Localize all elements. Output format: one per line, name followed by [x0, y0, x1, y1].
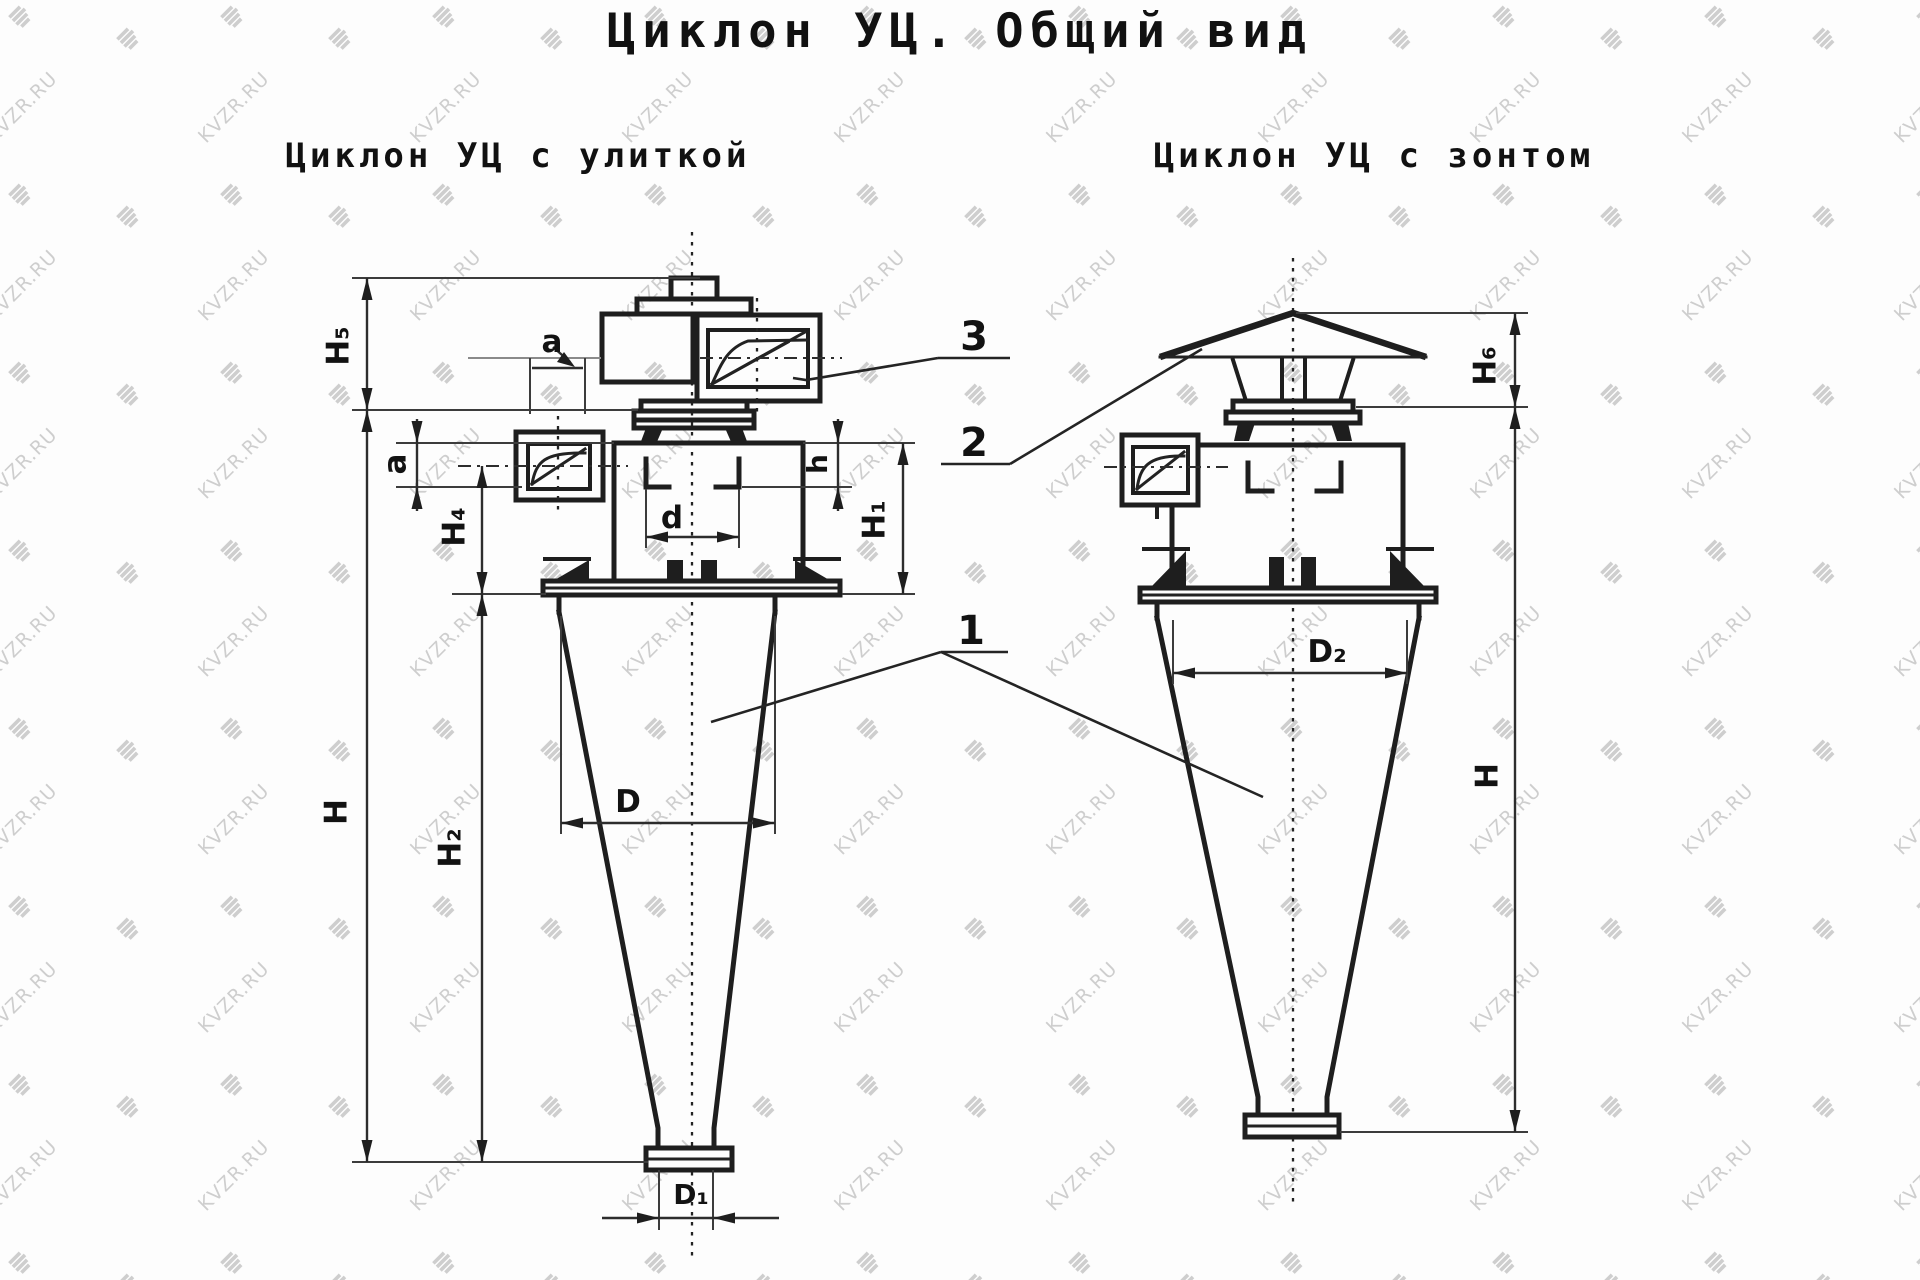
dim-label-h2: H₂ — [432, 828, 469, 868]
right-view-subtitle: Циклон УЦ с зонтом — [1153, 136, 1595, 176]
dim-label-h1: H₁ — [856, 500, 893, 540]
dim-label-D: D — [615, 784, 641, 820]
dim-label-h-left: H — [318, 799, 355, 825]
dim-label-a-side: a — [377, 453, 414, 475]
callout-3-volute: 3 — [960, 314, 988, 360]
left-view-subtitle: Циклон УЦ с улиткой — [285, 136, 751, 176]
dim-label-d1: D₁ — [673, 1178, 709, 1211]
dim-label-h4: H₄ — [436, 507, 473, 547]
dim-label-h-small: h — [801, 454, 834, 474]
dim-label-h-right: H — [1469, 763, 1506, 789]
page-title: Циклон УЦ. Общий вид — [607, 4, 1313, 59]
dim-label-d: d — [660, 500, 684, 536]
dim-label-h6: H₆ — [1467, 346, 1504, 386]
callout-2-umbrella: 2 — [960, 420, 988, 466]
dim-label-h5: H₅ — [320, 326, 357, 366]
dim-label-a-top: a — [541, 324, 563, 360]
callout-1-body: 1 — [957, 608, 985, 654]
dim-label-d2: D₂ — [1307, 634, 1347, 670]
